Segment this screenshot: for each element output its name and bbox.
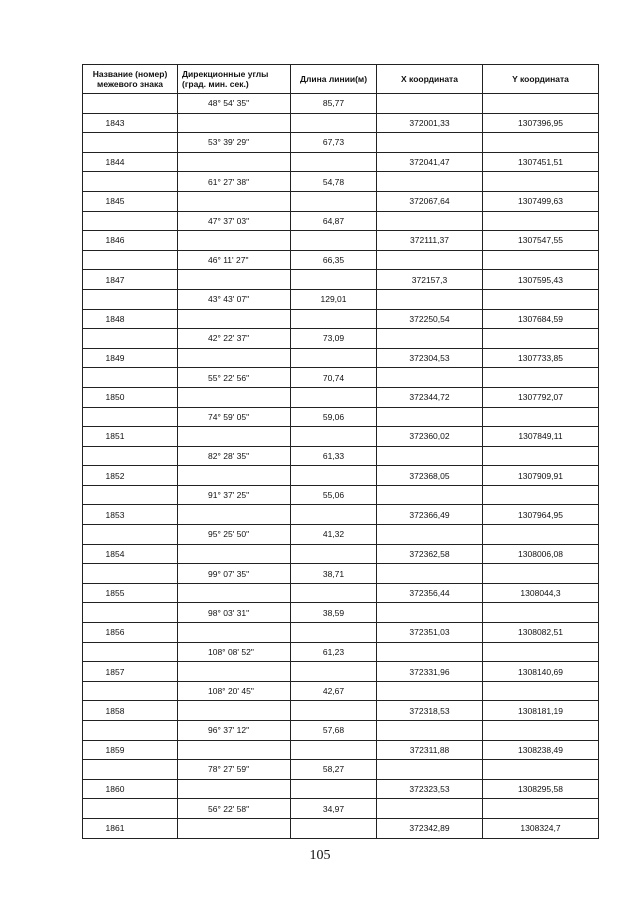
- y-coordinate-cell: [483, 133, 599, 153]
- table-row: [83, 289, 599, 309]
- line-length-cell: 129,01: [291, 289, 377, 309]
- table-row: [83, 466, 599, 486]
- direction-angle-cell: [178, 623, 291, 643]
- marker-name-cell: 1860: [83, 779, 178, 799]
- line-length-cell: 61,23: [291, 642, 377, 662]
- y-coordinate-cell: 1307792,07: [483, 387, 599, 407]
- line-length-cell: 67,73: [291, 133, 377, 153]
- y-coordinate-cell: [483, 289, 599, 309]
- x-coordinate-cell: 372331,96: [377, 662, 483, 682]
- x-coordinate-cell: [377, 681, 483, 701]
- y-coordinate-cell: 1308140,69: [483, 662, 599, 682]
- x-coordinate-cell: 372304,53: [377, 348, 483, 368]
- header-x: X координата: [377, 65, 483, 94]
- x-coordinate-cell: [377, 799, 483, 819]
- x-coordinate-cell: [377, 564, 483, 584]
- direction-angle-cell: 42° 22' 37": [178, 329, 291, 349]
- coordinates-table: [82, 64, 599, 839]
- line-length-cell: [291, 309, 377, 329]
- table-row: [83, 172, 599, 192]
- line-length-cell: [291, 779, 377, 799]
- direction-angle-cell: [178, 309, 291, 329]
- marker-name-cell: [83, 642, 178, 662]
- line-length-cell: 54,78: [291, 172, 377, 192]
- y-coordinate-cell: [483, 564, 599, 584]
- table-row: [83, 623, 599, 643]
- table-row: [83, 231, 599, 251]
- table-row: [83, 818, 599, 838]
- line-length-cell: [291, 701, 377, 721]
- x-coordinate-cell: [377, 642, 483, 662]
- line-length-cell: 38,71: [291, 564, 377, 584]
- table-row: [83, 329, 599, 349]
- marker-name-cell: [83, 721, 178, 741]
- x-coordinate-cell: 372157,3: [377, 270, 483, 290]
- marker-name-cell: 1852: [83, 466, 178, 486]
- marker-name-cell: 1851: [83, 427, 178, 447]
- line-length-cell: [291, 544, 377, 564]
- y-coordinate-cell: [483, 211, 599, 231]
- line-length-cell: [291, 818, 377, 838]
- x-coordinate-cell: 372067,64: [377, 191, 483, 211]
- direction-angle-cell: [178, 466, 291, 486]
- y-coordinate-cell: 1307451,51: [483, 152, 599, 172]
- direction-angle-cell: [178, 544, 291, 564]
- direction-angle-cell: 61° 27' 38": [178, 172, 291, 192]
- y-coordinate-cell: [483, 721, 599, 741]
- x-coordinate-cell: 372250,54: [377, 309, 483, 329]
- x-coordinate-cell: [377, 446, 483, 466]
- y-coordinate-cell: [483, 760, 599, 780]
- marker-name-cell: [83, 329, 178, 349]
- header-length: Длина линии(м): [291, 65, 377, 94]
- direction-angle-cell: [178, 505, 291, 525]
- y-coordinate-cell: 1308295,58: [483, 779, 599, 799]
- y-coordinate-cell: 1308006,08: [483, 544, 599, 564]
- marker-name-cell: [83, 525, 178, 545]
- marker-name-cell: [83, 407, 178, 427]
- marker-name-cell: [83, 485, 178, 505]
- marker-name-cell: 1857: [83, 662, 178, 682]
- y-coordinate-cell: [483, 485, 599, 505]
- table-row: [83, 94, 599, 114]
- line-length-cell: 64,87: [291, 211, 377, 231]
- x-coordinate-cell: 372311,88: [377, 740, 483, 760]
- table-row: [83, 348, 599, 368]
- table-header-row: [83, 65, 599, 94]
- table-row: [83, 191, 599, 211]
- direction-angle-cell: [178, 818, 291, 838]
- direction-angle-cell: 43° 43' 07": [178, 289, 291, 309]
- direction-angle-cell: [178, 113, 291, 133]
- x-coordinate-cell: [377, 289, 483, 309]
- y-coordinate-cell: [483, 525, 599, 545]
- marker-name-cell: 1844: [83, 152, 178, 172]
- direction-angle-cell: 78° 27' 59": [178, 760, 291, 780]
- x-coordinate-cell: [377, 172, 483, 192]
- line-length-cell: [291, 583, 377, 603]
- header-name: Название (номер) межевого знака: [83, 65, 178, 94]
- direction-angle-cell: 47° 37' 03": [178, 211, 291, 231]
- y-coordinate-cell: 1307733,85: [483, 348, 599, 368]
- direction-angle-cell: 98° 03' 31": [178, 603, 291, 623]
- x-coordinate-cell: [377, 603, 483, 623]
- direction-angle-cell: [178, 348, 291, 368]
- direction-angle-cell: 55° 22' 56": [178, 368, 291, 388]
- direction-angle-cell: [178, 427, 291, 447]
- x-coordinate-cell: [377, 407, 483, 427]
- table-row: [83, 113, 599, 133]
- x-coordinate-cell: [377, 133, 483, 153]
- marker-name-cell: 1846: [83, 231, 178, 251]
- line-length-cell: [291, 113, 377, 133]
- line-length-cell: 66,35: [291, 250, 377, 270]
- table-row: [83, 681, 599, 701]
- table-row: [83, 564, 599, 584]
- direction-angle-cell: [178, 740, 291, 760]
- x-coordinate-cell: [377, 250, 483, 270]
- table-row: [83, 662, 599, 682]
- y-coordinate-cell: [483, 172, 599, 192]
- marker-name-cell: 1847: [83, 270, 178, 290]
- marker-name-cell: [83, 760, 178, 780]
- table-row: [83, 270, 599, 290]
- table-row: [83, 779, 599, 799]
- y-coordinate-cell: [483, 407, 599, 427]
- y-coordinate-cell: 1307684,59: [483, 309, 599, 329]
- y-coordinate-cell: 1308238,49: [483, 740, 599, 760]
- table-row: [83, 446, 599, 466]
- marker-name-cell: 1859: [83, 740, 178, 760]
- table-row: [83, 583, 599, 603]
- marker-name-cell: 1856: [83, 623, 178, 643]
- table-row: [83, 250, 599, 270]
- line-length-cell: 58,27: [291, 760, 377, 780]
- y-coordinate-cell: 1307909,91: [483, 466, 599, 486]
- marker-name-cell: 1850: [83, 387, 178, 407]
- line-length-cell: [291, 270, 377, 290]
- table-row: [83, 368, 599, 388]
- table-row: [83, 544, 599, 564]
- line-length-cell: [291, 191, 377, 211]
- direction-angle-cell: 46° 11' 27": [178, 250, 291, 270]
- direction-angle-cell: [178, 270, 291, 290]
- table-row: [83, 211, 599, 231]
- line-length-cell: 55,06: [291, 485, 377, 505]
- direction-angle-cell: 56° 22' 58": [178, 799, 291, 819]
- direction-angle-cell: [178, 191, 291, 211]
- table-row: [83, 642, 599, 662]
- marker-name-cell: [83, 94, 178, 114]
- marker-name-cell: [83, 289, 178, 309]
- table-row: [83, 387, 599, 407]
- y-coordinate-cell: [483, 446, 599, 466]
- header-y: Y координата: [483, 65, 599, 94]
- marker-name-cell: [83, 446, 178, 466]
- x-coordinate-cell: 372356,44: [377, 583, 483, 603]
- direction-angle-cell: 48° 54' 35": [178, 94, 291, 114]
- table-row: [83, 525, 599, 545]
- table-row: [83, 407, 599, 427]
- marker-name-cell: [83, 133, 178, 153]
- y-coordinate-cell: [483, 329, 599, 349]
- x-coordinate-cell: 372366,49: [377, 505, 483, 525]
- x-coordinate-cell: [377, 485, 483, 505]
- marker-name-cell: 1855: [83, 583, 178, 603]
- marker-name-cell: 1858: [83, 701, 178, 721]
- direction-angle-cell: [178, 662, 291, 682]
- y-coordinate-cell: [483, 799, 599, 819]
- table-row: [83, 701, 599, 721]
- x-coordinate-cell: 372323,53: [377, 779, 483, 799]
- table-row: [83, 485, 599, 505]
- marker-name-cell: [83, 564, 178, 584]
- page-number: 105: [309, 848, 331, 863]
- y-coordinate-cell: [483, 642, 599, 662]
- table-row: [83, 309, 599, 329]
- table-row: [83, 721, 599, 741]
- line-length-cell: 85,77: [291, 94, 377, 114]
- line-length-cell: [291, 466, 377, 486]
- direction-angle-cell: 108° 20' 45": [178, 681, 291, 701]
- table-row: [83, 505, 599, 525]
- line-length-cell: [291, 152, 377, 172]
- x-coordinate-cell: [377, 721, 483, 741]
- direction-angle-cell: 91° 37' 25": [178, 485, 291, 505]
- marker-name-cell: [83, 603, 178, 623]
- table-row: [83, 427, 599, 447]
- x-coordinate-cell: 372342,89: [377, 818, 483, 838]
- line-length-cell: 42,67: [291, 681, 377, 701]
- marker-name-cell: 1854: [83, 544, 178, 564]
- marker-name-cell: [83, 211, 178, 231]
- y-coordinate-cell: [483, 681, 599, 701]
- line-length-cell: [291, 427, 377, 447]
- line-length-cell: [291, 387, 377, 407]
- line-length-cell: [291, 231, 377, 251]
- marker-name-cell: [83, 799, 178, 819]
- direction-angle-cell: 96° 37' 12": [178, 721, 291, 741]
- x-coordinate-cell: 372368,05: [377, 466, 483, 486]
- direction-angle-cell: 82° 28' 35": [178, 446, 291, 466]
- y-coordinate-cell: 1307964,95: [483, 505, 599, 525]
- line-length-cell: 70,74: [291, 368, 377, 388]
- marker-name-cell: [83, 250, 178, 270]
- y-coordinate-cell: 1308082,51: [483, 623, 599, 643]
- line-length-cell: 34,97: [291, 799, 377, 819]
- table-row: [83, 740, 599, 760]
- x-coordinate-cell: 372360,02: [377, 427, 483, 447]
- header-angle: Дирекционные углы (град. мин. сек.): [178, 65, 291, 94]
- direction-angle-cell: [178, 583, 291, 603]
- direction-angle-cell: [178, 152, 291, 172]
- marker-name-cell: [83, 681, 178, 701]
- marker-name-cell: 1853: [83, 505, 178, 525]
- line-length-cell: [291, 662, 377, 682]
- x-coordinate-cell: 372362,58: [377, 544, 483, 564]
- table-row: [83, 152, 599, 172]
- y-coordinate-cell: 1308044,3: [483, 583, 599, 603]
- y-coordinate-cell: 1308324,7: [483, 818, 599, 838]
- direction-angle-cell: 95° 25' 50": [178, 525, 291, 545]
- y-coordinate-cell: 1307595,43: [483, 270, 599, 290]
- x-coordinate-cell: 372111,37: [377, 231, 483, 251]
- direction-angle-cell: 108° 08' 52": [178, 642, 291, 662]
- line-length-cell: 57,68: [291, 721, 377, 741]
- direction-angle-cell: 99° 07' 35": [178, 564, 291, 584]
- direction-angle-cell: 74° 59' 05": [178, 407, 291, 427]
- line-length-cell: 41,32: [291, 525, 377, 545]
- line-length-cell: [291, 505, 377, 525]
- direction-angle-cell: [178, 387, 291, 407]
- line-length-cell: 59,06: [291, 407, 377, 427]
- y-coordinate-cell: [483, 94, 599, 114]
- marker-name-cell: [83, 368, 178, 388]
- line-length-cell: 73,09: [291, 329, 377, 349]
- x-coordinate-cell: 372351,03: [377, 623, 483, 643]
- x-coordinate-cell: 372318,53: [377, 701, 483, 721]
- x-coordinate-cell: 372041,47: [377, 152, 483, 172]
- marker-name-cell: 1861: [83, 818, 178, 838]
- x-coordinate-cell: [377, 368, 483, 388]
- direction-angle-cell: 53° 39' 29": [178, 133, 291, 153]
- x-coordinate-cell: 372344,72: [377, 387, 483, 407]
- table-row: [83, 133, 599, 153]
- direction-angle-cell: [178, 701, 291, 721]
- x-coordinate-cell: 372001,33: [377, 113, 483, 133]
- y-coordinate-cell: [483, 603, 599, 623]
- y-coordinate-cell: 1307849,11: [483, 427, 599, 447]
- marker-name-cell: [83, 172, 178, 192]
- marker-name-cell: 1849: [83, 348, 178, 368]
- y-coordinate-cell: 1307499,63: [483, 191, 599, 211]
- line-length-cell: [291, 740, 377, 760]
- line-length-cell: [291, 348, 377, 368]
- direction-angle-cell: [178, 779, 291, 799]
- x-coordinate-cell: [377, 329, 483, 349]
- table-row: [83, 603, 599, 623]
- marker-name-cell: 1845: [83, 191, 178, 211]
- y-coordinate-cell: 1307547,55: [483, 231, 599, 251]
- marker-name-cell: 1848: [83, 309, 178, 329]
- line-length-cell: [291, 623, 377, 643]
- x-coordinate-cell: [377, 94, 483, 114]
- direction-angle-cell: [178, 231, 291, 251]
- marker-name-cell: 1843: [83, 113, 178, 133]
- table-row: [83, 760, 599, 780]
- y-coordinate-cell: [483, 250, 599, 270]
- line-length-cell: 61,33: [291, 446, 377, 466]
- y-coordinate-cell: [483, 368, 599, 388]
- line-length-cell: 38,59: [291, 603, 377, 623]
- table-row: [83, 799, 599, 819]
- x-coordinate-cell: [377, 760, 483, 780]
- y-coordinate-cell: 1307396,95: [483, 113, 599, 133]
- table-body: [83, 94, 599, 839]
- y-coordinate-cell: 1308181,19: [483, 701, 599, 721]
- x-coordinate-cell: [377, 211, 483, 231]
- x-coordinate-cell: [377, 525, 483, 545]
